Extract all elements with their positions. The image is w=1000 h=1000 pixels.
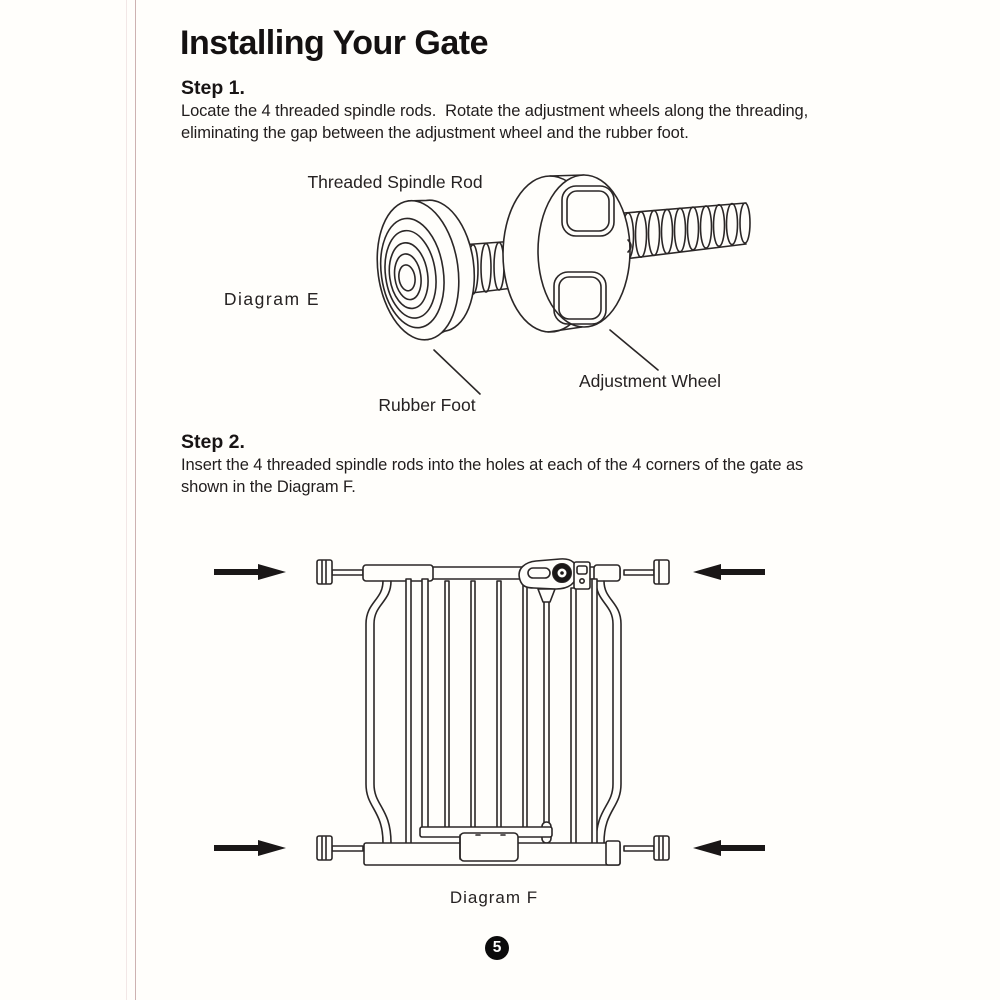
step2-line2: shown in the Diagram F. <box>181 478 356 496</box>
diagram-e-figure <box>180 158 800 428</box>
gate-drawing <box>363 559 621 865</box>
diagram-f-figure <box>200 540 800 880</box>
step1-body <box>181 100 841 144</box>
page-title: Installing Your Gate <box>180 24 489 62</box>
rubber-foot-leader-line <box>434 350 480 394</box>
rubber-foot-drawing <box>369 193 484 345</box>
step2-heading: Step 2. <box>181 431 245 453</box>
hinge-bracket-drawing <box>574 562 590 589</box>
rubber-foot-label: Rubber Foot <box>378 395 476 415</box>
spindle-rod-bottom-right-drawing <box>624 836 669 860</box>
insert-arrow-icon <box>693 840 765 856</box>
step2-line1: Insert the 4 threaded spindle rods into the holes at each of the 4 corners of the gate as <box>181 456 804 474</box>
spindle-rod-bottom-left-drawing <box>317 836 363 860</box>
step2-body <box>181 454 841 498</box>
page-edge-line <box>126 0 127 1000</box>
spindle-rod-top-right-drawing <box>624 560 669 584</box>
page-edge-line <box>135 0 136 1000</box>
spindle-rod-label: Threaded Spindle Rod <box>307 172 483 192</box>
adjustment-wheel-leader-line <box>610 330 658 370</box>
step1-heading: Step 1. <box>181 77 245 99</box>
insert-arrow-icon <box>214 564 286 580</box>
diagram-e-caption: Diagram E <box>223 289 321 309</box>
insert-arrow-icon <box>693 564 765 580</box>
insert-arrow-icon <box>214 840 286 856</box>
threaded-rod-long-drawing <box>623 203 751 259</box>
step1-line1: Locate the 4 threaded spindle rods. Rotate the adjustment wheels along the threading, <box>181 102 809 120</box>
page-number-badge <box>485 936 509 960</box>
adjustment-wheel-drawing <box>503 175 631 332</box>
diagram-f-caption: Diagram F <box>449 888 539 907</box>
step1-line2: eliminating the gap between the adjustment wheel and the rubber foot. <box>181 124 689 142</box>
page-number-text: 5 <box>492 939 502 956</box>
spindle-rod-top-left-drawing <box>317 560 363 584</box>
adjustment-wheel-label: Adjustment Wheel <box>578 371 722 391</box>
